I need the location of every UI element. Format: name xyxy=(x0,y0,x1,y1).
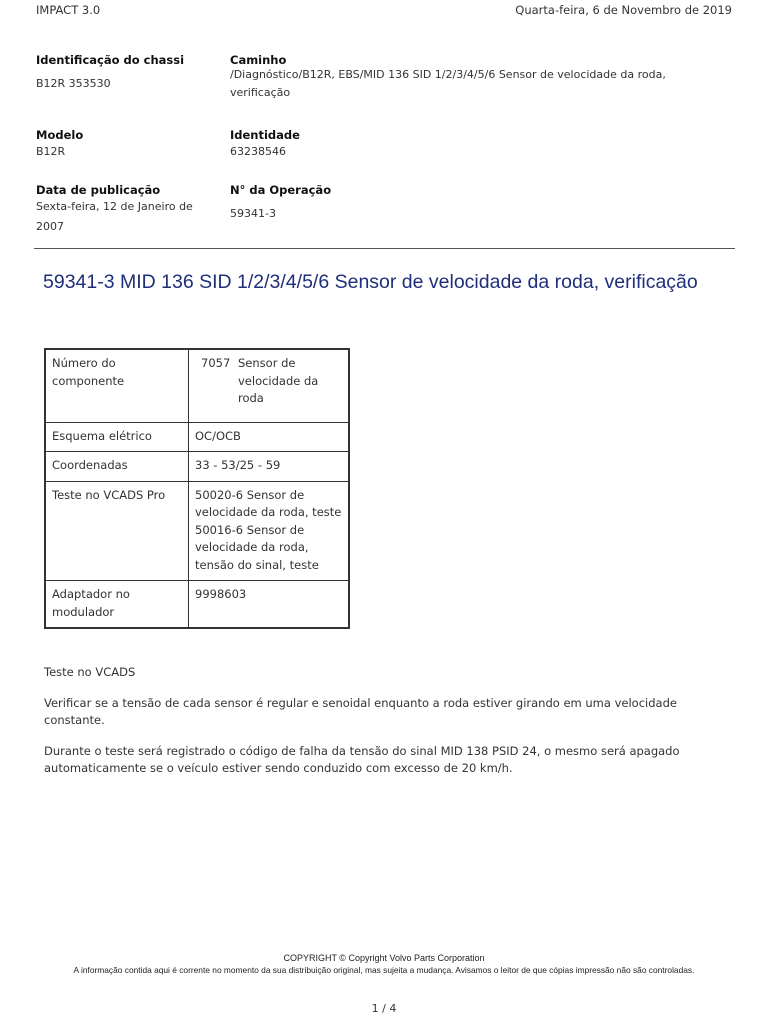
section-heading: Teste no VCADS xyxy=(44,665,136,679)
chassis-value: B12R 353530 xyxy=(36,77,111,90)
page-header xyxy=(36,3,732,21)
table-row xyxy=(45,349,349,422)
disclaimer-text: A informação contida aqui é corrente no momento da sua distribuição original, mas sujeita a mudança. Avisamos o leitor de que cópias impressão não são controladas. xyxy=(73,965,695,975)
row-value xyxy=(189,481,350,581)
row-key: Coordenadas xyxy=(45,452,189,482)
row-key: Adaptador no modulador xyxy=(45,581,189,629)
row-value: OC/OCB xyxy=(189,422,350,452)
identity-label: Identidade xyxy=(230,128,300,142)
row-key: Esquema elétrico xyxy=(45,422,189,452)
pubdate-label: Data de publicação xyxy=(36,183,161,197)
table-row xyxy=(45,581,349,629)
row-value: 9998603 xyxy=(189,581,350,629)
model-label: Modelo xyxy=(36,128,84,142)
paragraph-2: Durante o teste será registrado o código de falha da tensão do sinal MID 138 PSID 24, o mesmo será apagado automaticamente se o veículo estiver sendo conduzido com excesso de 20 km/h. xyxy=(44,744,680,775)
model-value: B12R xyxy=(36,145,66,158)
row-value xyxy=(189,349,350,422)
table-row xyxy=(45,422,349,452)
paragraph-1: Verificar se a tensão de cada sensor é regular e senoidal enquanto a roda estiver girando em uma velocidade constante. xyxy=(44,696,677,727)
row-key: Teste no VCADS Pro xyxy=(45,481,189,581)
table-row xyxy=(45,481,349,581)
document-title: 59341-3 MID 136 SID 1/2/3/4/5/6 Sensor de velocidade da roda, verificação xyxy=(43,271,698,293)
vcads-test-1: 50020-6 Sensor de velocidade da roda, teste xyxy=(195,487,342,519)
component-name: Sensor de velocidade da roda xyxy=(238,356,319,405)
component-number: 7057 xyxy=(201,356,231,370)
chassis-label: Identificação do chassi xyxy=(36,53,185,67)
pubdate-value: Sexta-feira, 12 de Janeiro de 2007 xyxy=(36,200,193,233)
app-name: IMPACT 3.0 xyxy=(36,3,101,17)
row-key: Número do componente xyxy=(45,349,189,422)
page-number: 1 / 4 xyxy=(371,1002,397,1015)
print-date: Quarta-feira, 6 de Novembro de 2019 xyxy=(515,3,732,17)
path-label: Caminho xyxy=(230,53,287,67)
header-divider xyxy=(34,248,735,249)
table-row xyxy=(45,452,349,482)
operation-label: N° da Operação xyxy=(230,183,332,197)
path-value: /Diagnóstico/B12R, EBS/MID 136 SID 1/2/3/4/5/6 Sensor de velocidade da roda, verificação xyxy=(230,68,666,99)
component-table xyxy=(44,348,350,629)
vcads-test-2: 50016-6 Sensor de velocidade da roda, tensão do sinal, teste xyxy=(195,522,319,572)
row-value: 33 - 53/25 - 59 xyxy=(189,452,350,482)
copyright-text: COPYRIGHT © Copyright Volvo Parts Corporation xyxy=(283,953,485,963)
operation-value: 59341-3 xyxy=(230,207,276,220)
identity-value: 63238546 xyxy=(230,145,286,158)
